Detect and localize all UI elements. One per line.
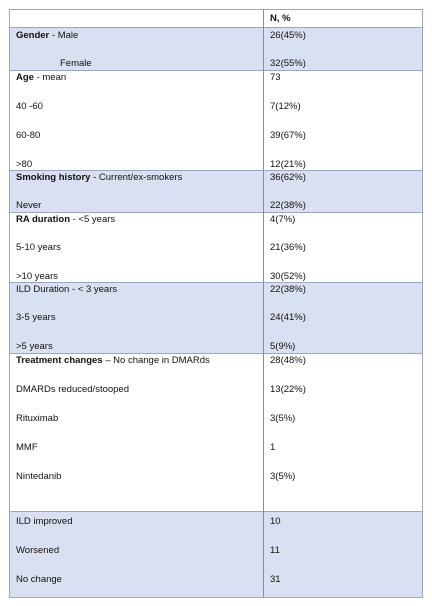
table-row-value: 7(12%) <box>270 101 301 112</box>
table-row-label: No change <box>16 574 62 585</box>
smoking-section <box>10 170 422 212</box>
patient-characteristics-table <box>9 9 423 598</box>
table-row-label: ILD improved <box>16 516 73 527</box>
table-row-value: 24(41%) <box>270 312 306 323</box>
smoking-first-row-label <box>16 172 182 183</box>
age-first-row-label <box>16 72 66 83</box>
treatment-first-row-label <box>16 355 210 366</box>
gender-male-value: 26(45%) <box>270 30 306 41</box>
table-row-label: 3-5 years <box>16 312 56 323</box>
treatment-no-change-value: 28(48%) <box>270 355 306 366</box>
table-row-label: >10 years <box>16 271 58 282</box>
ra-duration-section <box>10 212 422 282</box>
table-row-label: >5 years <box>16 341 53 352</box>
smoking-current-label: - Current/ex-smokers <box>90 172 183 183</box>
column-divider <box>263 10 264 597</box>
ild-duration-section <box>10 282 422 353</box>
treatment-title: Treatment changes <box>16 355 103 366</box>
ra-duration-lt5-label: - <5 years <box>70 214 116 225</box>
table-row-value: 22(38%) <box>270 200 306 211</box>
smoking-title: Smoking history <box>16 172 91 183</box>
age-title: Age <box>16 72 34 83</box>
age-section <box>10 70 422 170</box>
table-row-label: 60-80 <box>16 130 41 141</box>
treatment-no-change-label: – No change in DMARds <box>102 355 210 366</box>
table-row-label: Never <box>16 200 42 211</box>
gender-female-label: Female <box>60 58 92 69</box>
table-row-value: 12(21%) <box>270 159 306 170</box>
table-row-value: 3(5%) <box>270 471 296 482</box>
table-row-label: Nintedanib <box>16 471 62 482</box>
table-row-value: 11 <box>270 545 280 556</box>
table-row-label: Worsened <box>16 545 60 556</box>
table-row-value: 13(22%) <box>270 384 306 395</box>
age-mean-value: 73 <box>270 72 281 83</box>
table-row-value: 21(36%) <box>270 242 306 253</box>
table-row-label: MMF <box>16 442 38 453</box>
table-row-value: 1 <box>270 442 276 453</box>
gender-section <box>10 27 422 70</box>
smoking-current-value: 36(62%) <box>270 172 306 183</box>
gender-title: Gender <box>16 30 50 41</box>
outcome-section <box>10 511 422 597</box>
table-row-label: DMARDs reduced/stooped <box>16 384 129 395</box>
table-row-value: 39(67%) <box>270 130 306 141</box>
treatment-section <box>10 353 422 511</box>
age-mean-label: - mean <box>33 72 67 83</box>
table-header-row <box>10 10 422 28</box>
table-row-label: 5-10 years <box>16 242 61 253</box>
ild-duration-title: ILD Duration - < 3 years <box>16 284 118 295</box>
table-row-value: 5(9%) <box>270 341 296 352</box>
table-row-value: 31 <box>270 574 281 585</box>
ra-duration-first-row-label <box>16 214 115 225</box>
ild-duration-lt3-value: 22(38%) <box>270 284 306 295</box>
table-row-value: 30(52%) <box>270 271 306 282</box>
table-row-label: Rituximab <box>16 413 59 424</box>
table-row-label: 40 -60 <box>16 101 43 112</box>
table-row-value: 3(5%) <box>270 413 296 424</box>
table-row-value: 10 <box>270 516 281 527</box>
ra-duration-lt5-value: 4(7%) <box>270 214 296 225</box>
ra-duration-title: RA duration <box>16 214 71 225</box>
value-column-header: N, % <box>270 13 291 24</box>
gender-first-row-label <box>16 30 78 41</box>
gender-female-value: 32(55%) <box>270 58 306 69</box>
gender-male-label: - Male <box>49 30 79 41</box>
table-row-label: >80 <box>16 159 33 170</box>
